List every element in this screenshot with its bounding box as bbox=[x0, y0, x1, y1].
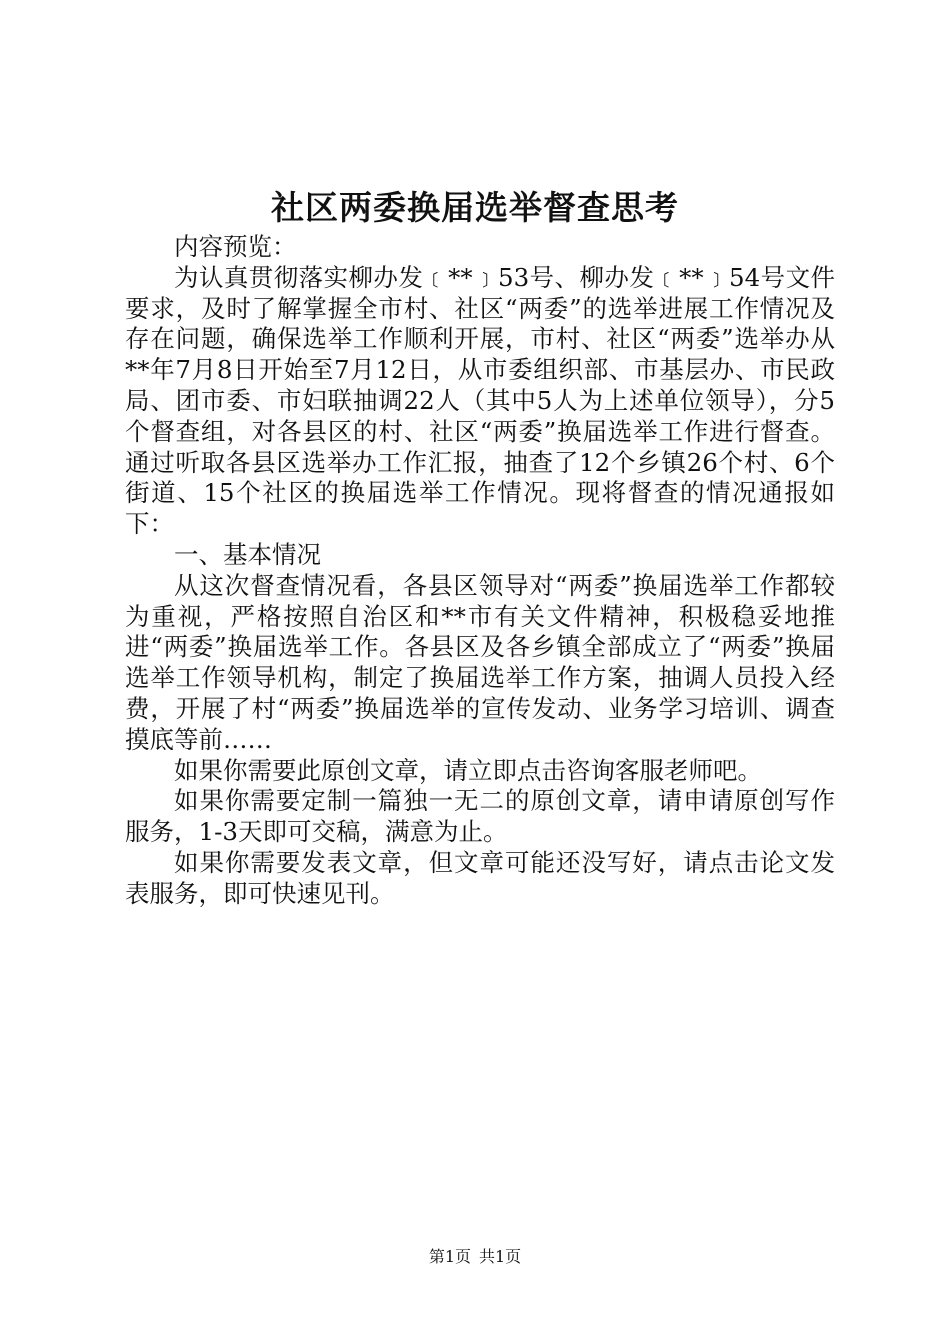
preview-label: 内容预览： bbox=[174, 232, 297, 261]
page-total: 共1页 bbox=[479, 1247, 522, 1266]
paragraph-consult: 如果你需要此原创文章，请立即点击咨询客服老师吧。 bbox=[174, 755, 762, 785]
paragraph-publish-service: 如果你需要发表文章，但文章可能还没写好，请点击论文发表服务，即可快速见刊。 bbox=[125, 847, 835, 908]
paragraph-intro: 为认真贯彻落实柳办发﹝**﹞53号、柳办发﹝**﹞54号文件要求，及时了解掌握全市村、社区“两委”的选举进展工作情况及存在问题，确保选举工作顺利开展，市村、社区“两委”选举办从**年7月8日开始至7月12日，从市委组织部、市基层办、市民政局、团市委、市妇联抽调22人（其中5人为上述单位领导），分5个督查组，对各县区的村、社区“两委”换届选举工作进行督查。通过听取各县区选举办工作汇报，抽查了12个乡镇26个村、6个街道、15个社区的换届选举工作情况。现将督查的情况通报如下： bbox=[125, 262, 835, 539]
paragraph-situation: 从这次督查情况看，各县区领导对“两委”换届选举工作都较为重视，严格按照自治区和**市有关文件精神，积极稳妥地推进“两委”换届选举工作。各县区及各乡镇全部成立了“两委”换届选举工作领导机构，制定了换届选举工作方案，抽调人员投入经费，开展了村“两委”换届选举的宣传发动、业务学习培训、调查摸底等前…… bbox=[125, 570, 835, 754]
page-number: 第1页 bbox=[428, 1247, 471, 1266]
document-body bbox=[125, 232, 835, 910]
page-footer bbox=[0, 1245, 950, 1269]
section-heading: 一、基本情况 bbox=[174, 539, 321, 569]
paragraph-custom-writing: 如果你需要定制一篇独一无二的原创文章，请申请原创写作服务，1-3天即可交稿，满意为止。 bbox=[125, 786, 835, 847]
document-title: 社区两委换届选举督查思考 bbox=[271, 188, 679, 227]
